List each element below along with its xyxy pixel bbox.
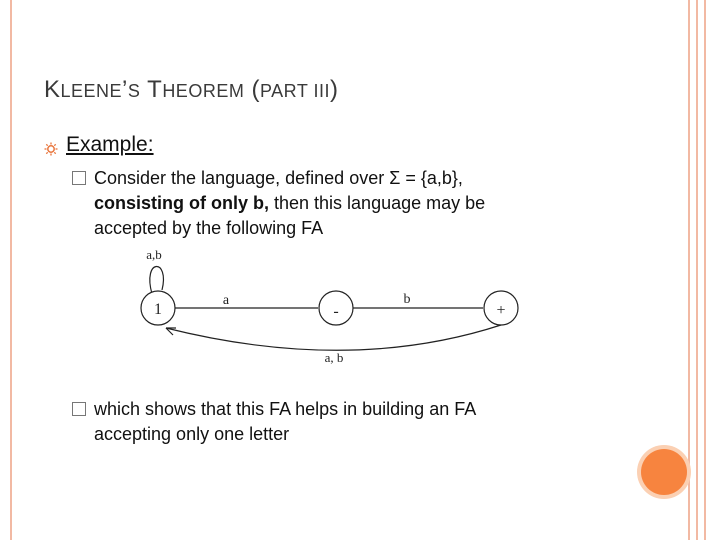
decorative-dot xyxy=(641,449,687,495)
frame-right-line xyxy=(704,0,706,540)
edge-3-1-label: a, b xyxy=(324,350,344,365)
state-2-label: - xyxy=(333,303,339,320)
loop-label: a,b xyxy=(146,247,162,262)
edge-1-2-label: a xyxy=(222,293,230,308)
bullet-point-2: which shows that this FA helps in building an FA accepting only one letter xyxy=(72,397,572,447)
example-heading: Example: xyxy=(66,133,154,156)
edge-2-3-label: b xyxy=(403,292,411,307)
state-1-label: 1 xyxy=(154,301,162,318)
frame-left-line xyxy=(10,0,12,540)
checkbox-bullet-icon xyxy=(72,171,86,185)
checkbox-bullet-icon xyxy=(72,402,86,416)
self-loop xyxy=(150,266,164,294)
state-3-label: + xyxy=(496,302,506,319)
frame-right-line xyxy=(688,0,690,540)
edge-3-1 xyxy=(166,325,501,350)
fa-diagram xyxy=(130,244,530,370)
slide-title: KLEENE’S THEOREM (PART III) xyxy=(44,76,339,103)
sun-bullet-icon xyxy=(44,142,58,156)
bullet-point-1: Consider the language, defined over Σ = {a,b}, consisting of only b, then this language may be accepted by the following FA xyxy=(72,166,572,241)
frame-right-line xyxy=(696,0,698,540)
